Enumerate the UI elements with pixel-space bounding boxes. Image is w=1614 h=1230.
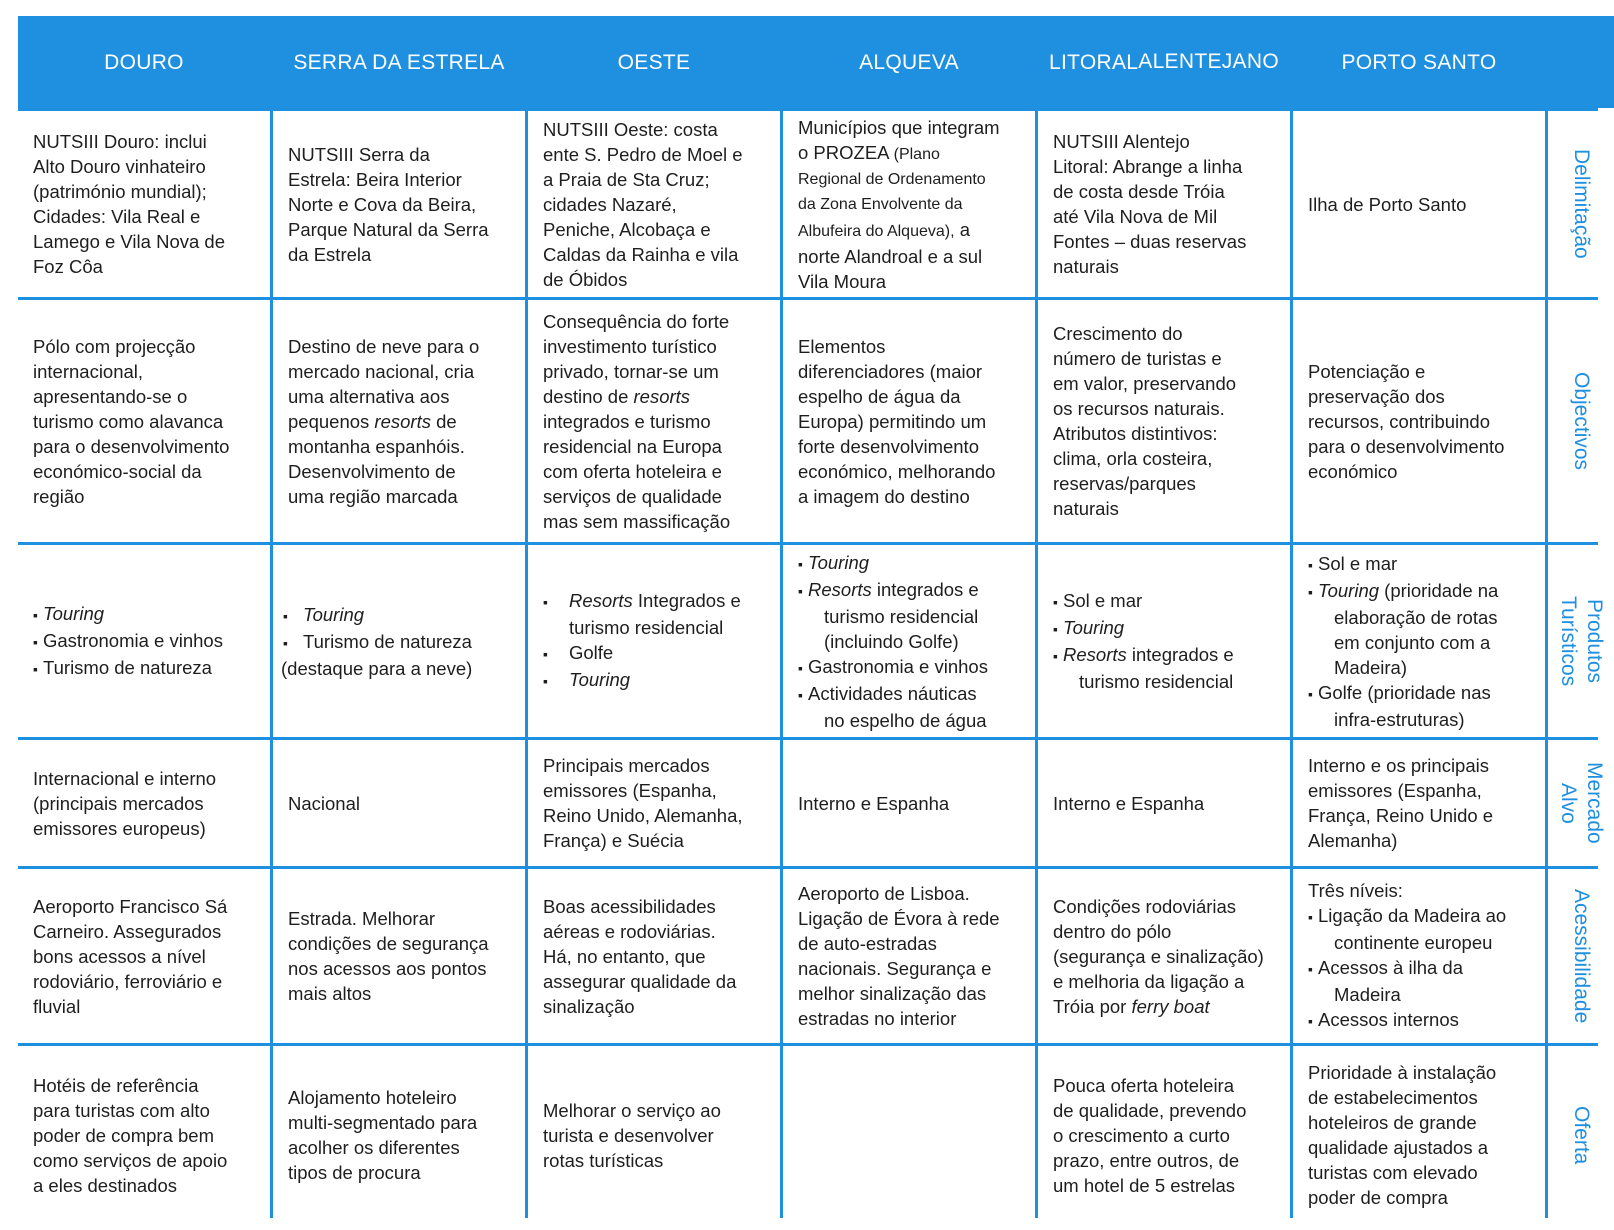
text-line: Melhorar o serviço ao [543,1099,721,1121]
text-span-italic: resorts [374,410,431,432]
acessibilidade-serra [273,869,525,1043]
text-span: Sol e mar [1318,552,1398,574]
text-line: montanha espanhóis. [288,435,465,457]
bullet-item [281,629,515,656]
bullet-icon: ▪ [798,659,803,676]
text-line: hoteleiros de grande [1308,1112,1477,1133]
text-line: infra-estruturas) [1334,708,1465,730]
text-line: até Vila Nova de Mil [1053,206,1218,227]
text-line: Pólo com projecção [33,335,196,357]
bullet-icon: ▪ [798,582,803,599]
text-line: Europa) permitindo um [798,410,987,432]
acessibilidade-alqueva [783,869,1035,1043]
mercado-oeste [528,740,780,866]
text-line: (principais mercados [33,792,204,814]
side-label-text [1555,596,1607,686]
bullet-icon: ▪ [33,606,38,623]
bullet-item [1308,903,1535,930]
text-line: Elementos [798,335,886,357]
text-line: Hotéis de referência [33,1074,199,1096]
text-line: Alto Douro vinhateiro [33,156,206,177]
text-line: económico, melhorando [798,460,996,482]
text-line: da Estrela [288,243,372,265]
oferta-porto [1293,1046,1545,1224]
text-span: Gastronomia e vinhos [43,629,223,651]
bullet-icon: ▪ [33,633,38,650]
text-span: integrados e [876,578,979,600]
text-line: de estabelecimentos [1308,1087,1478,1108]
text-line: no espelho de água [824,709,987,731]
text-line: tipos de procura [288,1162,421,1183]
text-line: Estrada. Melhorar [288,908,436,929]
text-line: região [33,485,85,507]
text-line: Norte e Cova da Beira, [288,193,477,215]
text-line: internacional, [33,360,144,382]
text-span: integrados e [1131,644,1234,665]
bullet-item [33,628,260,655]
text-line: Ligação de Évora à rede [798,908,1000,929]
bullet-icon: ▪ [283,634,288,651]
bullet-icon: ▪ [1308,583,1313,600]
text-line: com oferta hoteleira e [543,460,722,482]
header-porto-label: PORTO SANTO [1341,50,1497,74]
text-span: Acessos à ilha da [1318,957,1464,978]
text-line: turista e desenvolver [543,1124,714,1146]
bullet-icon: ▪ [798,555,803,572]
text-line: emissores (Espanha, [543,780,717,801]
oferta-litoral [1038,1046,1290,1224]
text-line: os recursos naturais. [1053,398,1225,419]
text-line: apresentando-se o [33,385,188,407]
bullet-icon: ▪ [283,607,288,624]
text-line: de Óbidos [543,268,628,290]
text-line: estradas no interior [798,1008,957,1029]
text-line: dentro do pólo [1053,920,1172,942]
bullet-item [281,602,515,629]
header-litoral-alentejano [1038,16,1290,108]
bullet-icon: ▪ [543,646,548,662]
mercado-litoral [1038,740,1290,866]
text-span-italic: Touring [569,669,631,690]
header-alqueva-label: ALQUEVA [859,50,959,74]
text-line: poder de compra bem [33,1124,214,1146]
text-line: turismo residencial [824,605,979,627]
text-line: acolher os diferentes [288,1137,460,1158]
text-line: turismo como alavanca [33,410,224,432]
text-line: Regional de Ordenamento [798,170,986,188]
text-line: Desenvolvimento de [288,460,456,482]
text-line [798,217,1025,244]
produtos-douro [18,545,270,737]
text-span-italic: Resorts [808,578,872,600]
produtos-serra [273,545,525,737]
text-line: França) e Suécia [543,830,684,851]
text-span: a [959,218,970,240]
text-line: turistas com elevado [1308,1162,1478,1183]
text-line: em valor, preservando [1053,373,1237,394]
text-line: Caldas da Rainha e vila [543,243,739,265]
text-span: Albufeira do Alqueva), [798,222,955,240]
text-line: Peniche, Alcobaça e [543,218,711,240]
text-line: a eles destinados [33,1174,177,1196]
text-line: Lamego e Vila Nova de [33,231,225,252]
text-line: Ilha de Porto Santo [1308,193,1467,215]
text-span: (prioridade na [1384,579,1499,601]
text-line: (património mundial); [33,181,207,202]
text-line: cidades Nazaré, [543,193,677,215]
bullet-item [33,655,260,682]
text-line: número de turistas e [1053,348,1222,369]
objectivos-serra [273,300,525,542]
bullet-item [798,681,1025,708]
produtos-oeste [528,545,780,737]
text-line: elaboração de rotas [1334,606,1498,628]
text-line [288,409,515,434]
side-label-line: Mercado [1583,762,1606,844]
text-line: Há, no entanto, que [543,945,706,967]
header-alqueva [783,16,1035,108]
text-line: NUTSIII Serra da [288,143,430,165]
side-label-text: Objectivos [1570,371,1593,471]
text-line: Foz Côa [33,256,103,277]
text-line: mas sem massificação [543,510,731,532]
text-line: Internacional e interno [33,767,217,789]
text-span-italic: Touring [1063,617,1125,638]
text-line: mercado nacional, cria [288,360,475,382]
bullet-icon: ▪ [1308,1013,1313,1029]
text-line: investimento turístico [543,335,717,357]
acessibilidade-porto [1293,869,1545,1043]
bullet-item [543,588,770,615]
text-line: continente europeu [1334,932,1493,953]
text-span-italic: Resorts [569,590,633,611]
text-line: Consequência do forte [543,310,730,332]
header-corner [1548,16,1614,108]
text-line: Crescimento do [1053,323,1183,344]
text-line: espelho de água da [798,385,961,407]
text-line: clima, orla costeira, [1053,448,1213,469]
text-line: integrados e turismo [543,410,711,432]
text-line: Litoral: Abrange a linha [1053,156,1243,177]
bullet-icon: ▪ [1308,556,1313,573]
text-line: Atributos distintivos: [1053,423,1218,444]
acessibilidade-litoral [1038,869,1290,1043]
text-line: nacionais. Segurança e [798,958,992,979]
bullet-icon: ▪ [1053,648,1058,664]
text-line: uma alternativa aos [288,385,450,407]
text-line: de costa desde Tróia [1053,181,1225,202]
text-line: Interno e os principais [1308,755,1489,776]
text-line: Pouca oferta hoteleira [1053,1074,1235,1096]
text-line: melhor sinalização das [798,983,987,1004]
text-line: Cidades: Vila Real e [33,206,201,227]
text-line: Parque Natural da Serra [288,218,489,240]
bullet-icon: ▪ [33,660,38,677]
bullet-item [1053,642,1280,669]
text-span: Integrados e [637,590,741,611]
text-line: assegurar qualidade da [543,970,737,992]
text-line: Condições rodoviárias [1053,895,1237,917]
text-line: fluvial [33,995,81,1017]
text-line: o crescimento a curto [1053,1124,1230,1146]
text-line: poder de compra [1308,1187,1448,1208]
text-span: pequenos [288,410,370,432]
side-label-line: Produtos [1583,598,1606,684]
text-line: da Zona Envolvente da [798,195,963,213]
text-line: de qualidade, prevendo [1053,1099,1247,1121]
delimitacao-porto [1293,111,1545,297]
text-line: prazo, entre outros, de [1053,1149,1240,1171]
text-line: França, Reino Unido e [1308,805,1494,826]
produtos-alqueva [783,545,1035,737]
side-label-text: Delimitação [1570,149,1593,259]
delimitacao-serra [273,111,525,297]
bullet-item [1308,551,1535,578]
side-label-text [1555,762,1607,844]
text-line: condições de segurança [288,933,489,954]
text-line: naturais [1053,498,1119,519]
bullet-icon: ▪ [543,673,548,689]
text-line: a Praia de Sta Cruz; [543,168,710,190]
objectivos-porto [1293,300,1545,542]
header-oeste-label: OESTE [617,50,691,74]
side-label-text: Oferta [1570,1105,1593,1165]
text-line: económico [1308,460,1398,482]
text-line: Carneiro. Assegurados [33,920,222,942]
bullet-item [798,550,1025,577]
bullet-item [1308,680,1535,707]
text-span: Turismo de natureza [303,630,472,652]
text-line: Potenciação e [1308,360,1426,382]
tourism-poles-table [18,16,1606,1218]
text-line: reservas/parques [1053,473,1196,494]
bullet-item [1053,615,1280,642]
header-serra-da-estrela [273,16,525,108]
acessibilidade-oeste [528,869,780,1043]
header-litoral-line1: LITORAL [1049,50,1139,74]
text-span-italic: Touring [1318,579,1380,601]
text-line: NUTSIII Douro: inclui [33,131,207,152]
header-douro [18,16,270,108]
text-span: destino de [543,385,629,407]
side-label-line: Alvo [1557,782,1580,824]
side-label-text: Acessibilidade [1570,888,1593,1024]
header-litoral-line2: ALENTEJANO [1138,49,1279,73]
text-line: para o desenvolvimento [1308,435,1505,457]
text-line: NUTSIII Oeste: costa [543,118,718,140]
text-line: Aeroporto Francisco Sá [33,895,228,917]
bullet-icon: ▪ [1308,909,1313,925]
header-serra-label: SERRA DA ESTRELA [293,50,505,74]
text-span: Sol e mar [1063,590,1143,611]
text-line: Três níveis: [1308,880,1403,901]
side-label-mercado [1548,740,1614,866]
bullet-icon: ▪ [1308,685,1313,702]
acessibilidade-douro [18,869,270,1043]
bullet-item [33,601,260,628]
text-line: Madeira) [1334,656,1407,678]
text-span-italic: Touring [808,551,870,573]
delimitacao-litoral [1038,111,1290,297]
bullet-item [798,654,1025,681]
text-line: Vila Moura [798,270,887,292]
text-line: mais altos [288,983,372,1004]
text-line: bons acessos a nível [33,945,206,967]
oferta-oeste [528,1046,780,1224]
mercado-douro [18,740,270,866]
text-line: Fontes – duas reservas [1053,231,1247,252]
objectivos-litoral [1038,300,1290,542]
side-label-oferta [1548,1046,1614,1224]
delimitacao-alqueva [783,111,1035,297]
text-line [798,140,1025,167]
header-porto-santo [1293,16,1545,108]
text-line: multi-segmentado para [288,1112,478,1133]
text-line: Interno e Espanha [798,792,950,814]
text-line: Municípios que integram [798,116,1000,138]
mercado-porto [1293,740,1545,866]
text-line: Alemanha) [1308,830,1398,851]
text-line: nos acessos aos pontos [288,958,487,979]
text-line: qualidade ajustados a [1308,1137,1489,1158]
side-label-produtos [1548,545,1614,737]
bullet-icon: ▪ [1053,594,1058,610]
side-label-delimitacao [1548,111,1614,297]
text-line: Madeira [1334,984,1401,1005]
text-span: de [436,410,457,432]
text-line: e melhoria da ligação a [1053,970,1245,992]
text-span: Acessos internos [1318,1009,1459,1030]
bullet-icon: ▪ [543,594,548,610]
text-line: Reino Unido, Alemanha, [543,805,743,826]
text-line: emissores europeus) [33,817,206,839]
text-line: emissores (Espanha, [1308,780,1482,801]
text-line: (destaque para a neve) [281,657,473,679]
mercado-alqueva [783,740,1035,866]
text-span: Gastronomia e vinhos [808,655,988,677]
text-line: Aeroporto de Lisboa. [798,883,970,904]
text-line: preservação dos [1308,385,1445,407]
bullet-item [1053,588,1280,615]
bullet-item [1308,955,1535,982]
text-line: a imagem do destino [798,485,970,507]
text-line: Interno e Espanha [1053,792,1205,814]
oferta-alqueva [783,1046,1035,1224]
text-span: Turismo de natureza [43,656,212,678]
text-line: rotas turísticas [543,1149,664,1171]
objectivos-alqueva [783,300,1035,542]
text-line: (segurança e sinalização) [1053,945,1264,967]
text-line: ente S. Pedro de Moel e [543,143,743,165]
header-douro-label: DOURO [104,50,184,74]
text-line: recursos, contribuindo [1308,410,1491,432]
text-line: norte Alandroal e a sul [798,245,983,267]
text-line: para o desenvolvimento [33,435,230,457]
text-line: serviços de qualidade [543,485,722,507]
text-line: Principais mercados [543,755,710,776]
text-line: NUTSIII Alentejo [1053,131,1190,152]
text-line: aéreas e rodoviárias. [543,920,716,942]
text-line: como serviços de apoio [33,1149,228,1171]
bullet-item [1308,1007,1535,1034]
text-span-italic: Touring [303,603,365,625]
text-line: Nacional [288,792,360,814]
text-line: um hotel de 5 estrelas [1053,1174,1236,1196]
text-span: (Plano [893,145,940,163]
delimitacao-douro [18,111,270,297]
bullet-item [543,667,770,694]
bullet-item [543,640,770,667]
text-span: Golfe (prioridade nas [1318,681,1491,703]
text-line: uma região marcada [288,485,458,507]
oferta-serra [273,1046,525,1224]
objectivos-douro [18,300,270,542]
text-line: diferenciadores (maior [798,360,983,382]
text-line: naturais [1053,256,1119,277]
text-span: Ligação da Madeira ao [1318,905,1507,926]
text-span: Tróia por [1053,995,1127,1017]
objectivos-oeste [528,300,780,542]
produtos-porto [1293,545,1545,737]
text-line [1053,994,1280,1019]
text-span-italic: Touring [43,602,105,624]
text-line: Estrela: Beira Interior [288,168,462,190]
text-line: forte desenvolvimento [798,435,979,457]
bullet-item [1308,578,1535,605]
bullet-icon: ▪ [1053,621,1058,637]
delimitacao-oeste [528,111,780,297]
text-span-italic: ferry boat [1131,995,1210,1017]
bullet-icon: ▪ [798,686,803,703]
text-line: Boas acessibilidades [543,895,716,917]
bullet-item [798,577,1025,604]
text-line: em conjunto com a [1334,631,1491,653]
text-line: turismo residencial [569,617,724,638]
side-label-objectivos [1548,300,1614,542]
text-span-italic: Resorts [1063,644,1127,665]
text-span: o PROZEA [798,141,889,163]
side-label-acessibilidade [1548,869,1614,1043]
header-oeste [528,16,780,108]
bullet-icon: ▪ [1308,961,1313,977]
text-span-italic: resorts [633,385,691,407]
text-line: sinalização [543,995,635,1017]
text-line: privado, tornar-se um [543,360,719,382]
text-line: turismo residencial [1079,671,1234,692]
text-line: (incluindo Golfe) [824,630,959,652]
text-line: para turistas com alto [33,1099,210,1121]
text-line: de auto-estradas [798,933,937,954]
oferta-douro [18,1046,270,1224]
text-span: Golfe [569,642,614,663]
text-line: Destino de neve para o [288,335,480,357]
text-line [543,384,770,409]
text-line: económico-social da [33,460,202,482]
produtos-litoral [1038,545,1290,737]
text-span: Actividades náuticas [808,682,977,704]
text-line: residencial na Europa [543,435,722,457]
text-line: Prioridade à instalação [1308,1062,1497,1083]
text-line: Alojamento hoteleiro [288,1087,457,1108]
side-label-line: Turísticos [1557,595,1580,687]
mercado-serra [273,740,525,866]
text-line: rodoviário, ferroviário e [33,970,223,992]
